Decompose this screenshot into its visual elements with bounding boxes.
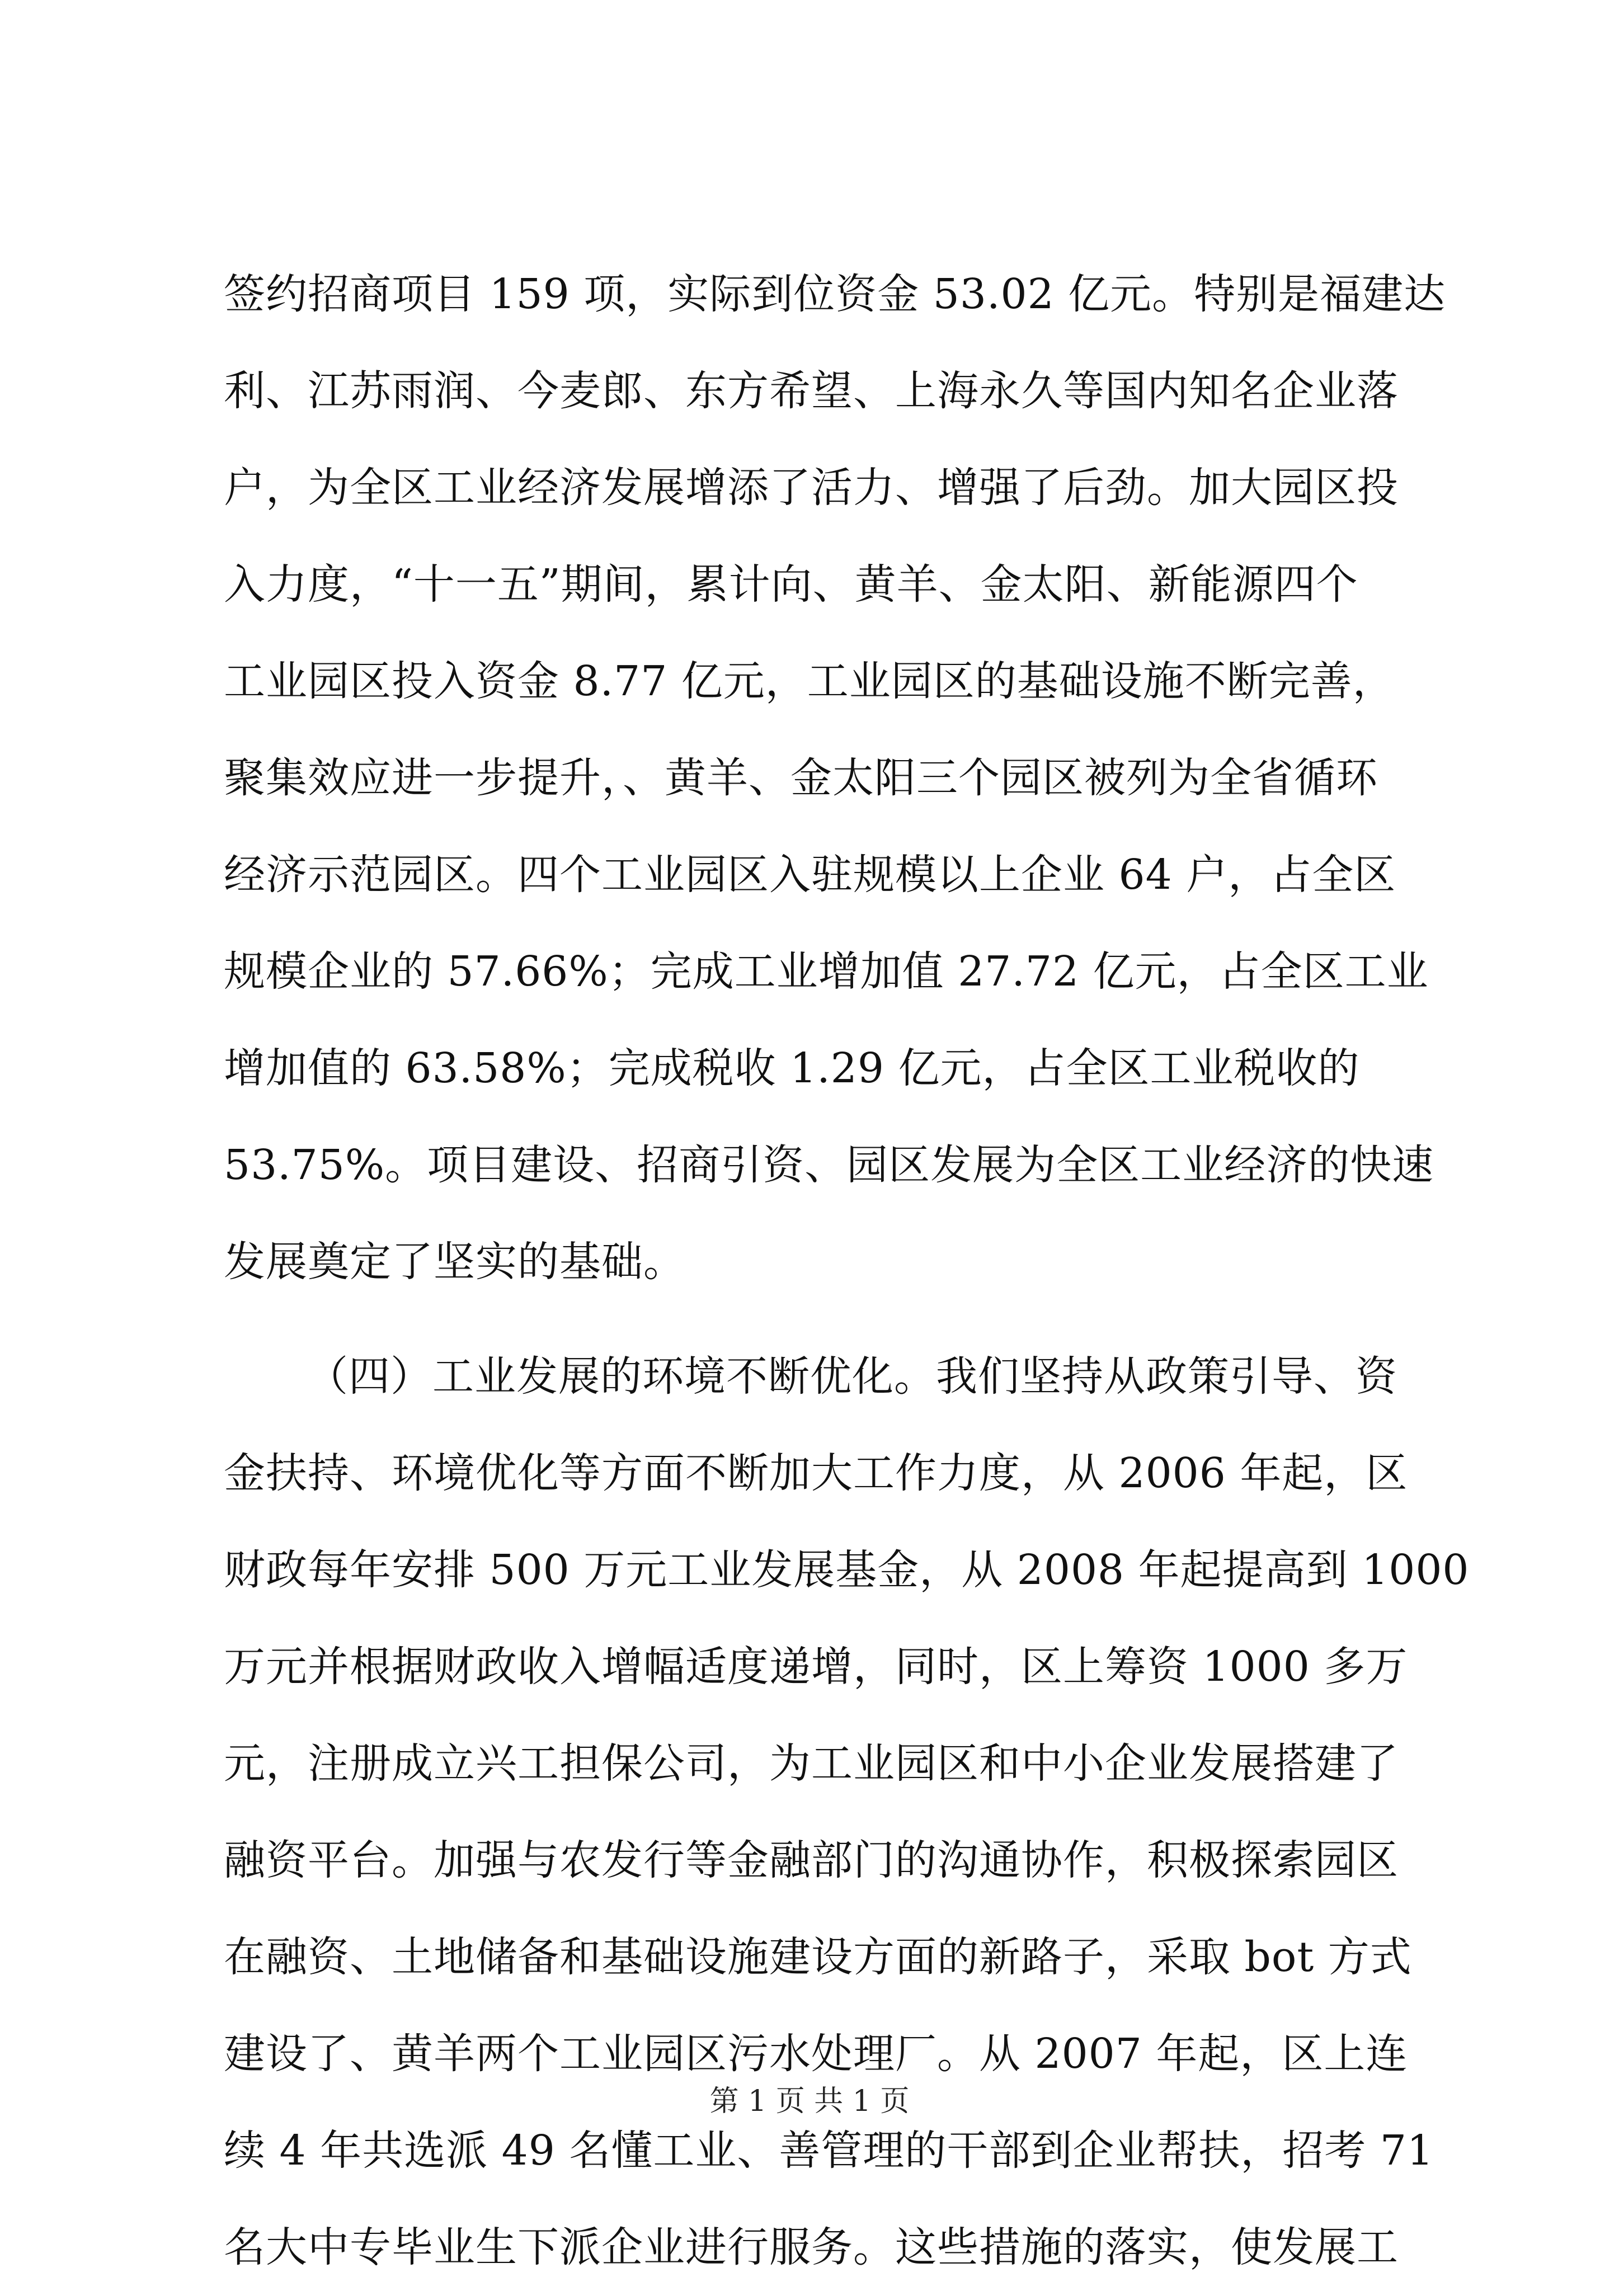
page-footer: 第 1 页 共 1 页 <box>709 2085 910 2118</box>
text-line: 融资平台。加强与农发行等金融部门的沟通协作，积极探索园区 <box>224 1836 1399 1884</box>
text-line: 工业园区投入资金 8.77 亿元，工业园区的基础设施不断完善， <box>224 657 1395 705</box>
paragraph-2 <box>224 1328 1470 2296</box>
text-line: 签约招商项目 159 项，实际到位资金 53.02 亿元。特别是福建达 <box>224 270 1446 318</box>
text-line: 在融资、土地储备和基础设施建设方面的新路子，采取 bot 方式 <box>224 1933 1412 1981</box>
text-line: 利、江苏雨润、今麦郎、东方希望、上海永久等国内知名企业落 <box>224 367 1399 415</box>
paragraph-1 <box>224 246 1446 1310</box>
text-line: 万元并根据财政收入增幅适度递增，同时，区上筹资 1000 多万 <box>224 1643 1408 1691</box>
text-line: 建设了、黄羊两个工业园区污水处理厂。从 2007 年起，区上连 <box>224 2030 1408 2078</box>
text-line: 入力度，“十一五”期间，累计向、黄羊、金太阳、新能源四个 <box>224 560 1358 609</box>
text-line: 金扶持、环境优化等方面不断加大工作力度，从 2006 年起，区 <box>224 1449 1408 1497</box>
text-line: 发展奠定了坚实的基础。 <box>224 1238 685 1286</box>
text-line: 聚集效应进一步提升，、黄羊、金太阳三个园区被列为全省循环 <box>224 754 1378 802</box>
text-line: （四）工业发展的环境不断优化。我们坚持从政策引导、资 <box>307 1352 1397 1401</box>
text-line: 户，为全区工业经济发展增添了活力、增强了后劲。加大园区投 <box>224 464 1399 512</box>
text-line: 规模企业的 57.66%；完成工业增加值 27.72 亿元，占全区工业 <box>224 947 1429 996</box>
text-line: 53.75%。项目建设、招商引资、园区发展为全区工业经济的快速 <box>224 1141 1434 1189</box>
document-body <box>224 246 1470 2296</box>
text-line: 续 4 年共选派 49 名懂工业、善管理的干部到企业帮扶，招考 71 <box>224 2127 1434 2175</box>
text-line: 经济示范园区。四个工业园区入驻规模以上企业 64 户，占全区 <box>224 851 1396 899</box>
paragraph-gap <box>224 1310 1410 1328</box>
text-line: 增加值的 63.58%；完成税收 1.29 亿元，占全区工业税收的 <box>224 1044 1360 1092</box>
text-line: 元，注册成立兴工担保公司，为工业园区和中小企业发展搭建了 <box>224 1739 1399 1788</box>
text-line: 名大中专毕业生下派企业进行服务。这些措施的落实，使发展工 <box>224 2223 1399 2271</box>
text-line: 财政每年安排 500 万元工业发展基金，从 2008 年起提高到 1000 <box>224 1546 1470 1594</box>
